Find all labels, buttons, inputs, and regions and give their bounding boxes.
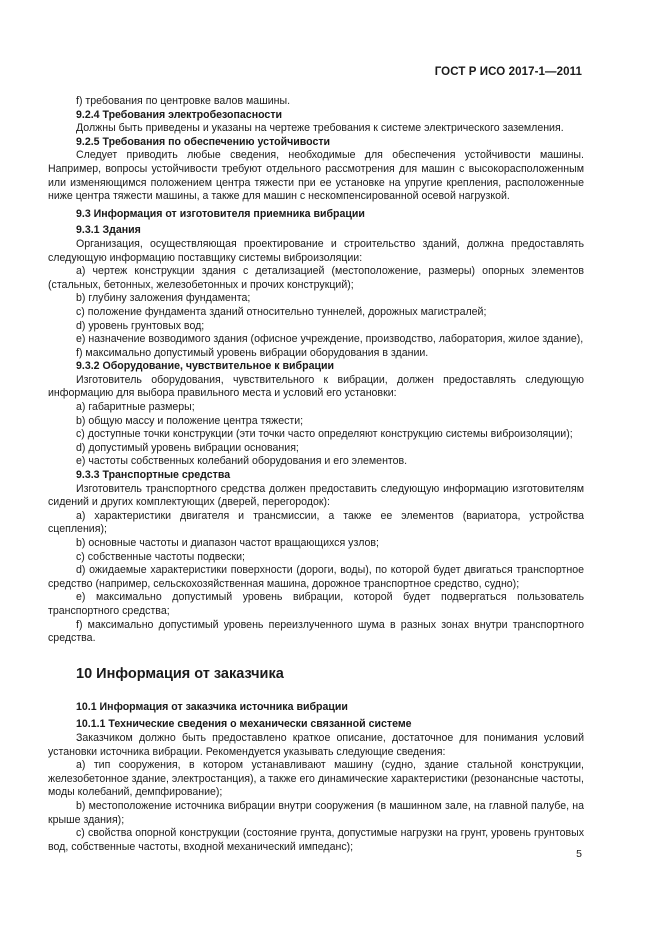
paragraph: Организация, осуществляющая проектирование и строительство зданий, должна предоставлять следующую информацию поставщику системы виброизоляции:	[48, 237, 584, 264]
document-body	[48, 95, 584, 854]
paragraph: a) габаритные размеры;	[76, 401, 195, 414]
paragraph: e) максимально допустимый уровень вибрации, которой будет подвергаться пользователь транспортного средства;	[48, 591, 584, 617]
paragraph: f) максимально допустимый уровень вибрации оборудования в здании.	[76, 346, 429, 359]
paragraph: Изготовитель оборудования, чувствительного к вибрации, должен предоставлять следующую информацию для выбора правильного места и условий его установки:	[48, 373, 584, 400]
section-heading: 9.2.5 Требования по обеспечению устойчивости	[76, 135, 331, 148]
paragraph: c) доступные точки конструкции (эти точки часто определяют конструкцию системы виброизоляции);	[76, 428, 573, 441]
paragraph: b) основные частоты и диапазон частот вращающихся узлов;	[76, 537, 379, 549]
paragraph: c) собственные частоты подвески;	[76, 550, 246, 563]
chapter-heading: 10 Информация от заказчика	[76, 665, 284, 682]
paragraph: b) общую массу и положение центра тяжести;	[76, 414, 304, 427]
paragraph: f) максимально допустимый уровень переизлученного шума в разных зонах внутри транспортного средства.	[48, 618, 584, 645]
page-number: 5	[576, 848, 582, 860]
section-heading: 9.3.3 Транспортные средства	[76, 469, 231, 482]
section-heading: 9.2.4 Требования электробезопасности	[76, 108, 283, 121]
paragraph: Заказчиком должно быть предоставлено краткое описание, достаточное для понимания условий установки источника вибрации. Рекомендуется указывать следующие сведения:	[48, 731, 584, 758]
paragraph: Следует приводить любые сведения, необходимые для обеспечения устойчивости машины. Например, вопросы устойчивости требуют отдельного рассмотрения для машин с высокорасположенным или изменяющимся положением центра тяжести при ее установке на упругие крепления, расположенные ниже центра тяжести машины, а также для машин с нескомпенсированной осевой нагрузкой.	[48, 149, 584, 203]
standard-code-header: ГОСТ Р ИСО 2017-1—2011	[434, 66, 582, 78]
paragraph: c) свойства опорной конструкции (состояние грунта, допустимые нагрузки на грунт, уровень грунтовых вод, собственные частоты, входной механический импеданс);	[48, 827, 584, 853]
paragraph: d) ожидаемые характеристики поверхности (дороги, воды), по которой будет двигаться транспортное средство (например, сельскохозяйственная машина, дорожное транспортное средство, судно);	[48, 564, 584, 590]
section-heading: 9.3 Информация от изготовителя приемника вибрации	[76, 207, 365, 220]
paragraph: Должны быть приведены и указаны на чертеже требования к системе электрического заземления.	[76, 122, 564, 135]
section-heading: 10.1.1 Технические сведения о механически связанной системе	[76, 718, 412, 731]
paragraph: a) характеристики двигателя и трансмиссии, а также ее элементов (вариатора, устройства сцепления);	[48, 509, 584, 536]
paragraph: f) требования по центровке валов машины.	[76, 95, 291, 107]
section-heading: 9.3.1 Здания	[76, 224, 141, 237]
paragraph: b) глубину заложения фундамента;	[76, 292, 251, 305]
section-heading: 9.3.2 Оборудование, чувствительное к вибрации	[76, 360, 335, 373]
paragraph: a) тип сооружения, в котором устанавливают машину (судно, здание стальной конструкции, железобетонное здание, электростанция), а также его динамические характеристики (резонансные частоты, моды колебаний, демпфирование);	[48, 759, 584, 799]
paragraph: d) уровень грунтовых вод;	[76, 319, 205, 332]
paragraph: c) положение фундамента зданий относительно туннелей, дорожных магистралей;	[76, 305, 487, 318]
section-heading: 10.1 Информация от заказчика источника вибрации	[76, 700, 348, 713]
paragraph: b) местоположение источника вибрации внутри сооружения (в машинном зале, на главной палубе, на крыше здания);	[48, 799, 584, 826]
paragraph: e) частоты собственных колебаний оборудования и его элементов.	[76, 455, 408, 468]
paragraph: Изготовитель транспортного средства должен предоставить следующую информацию изготовителям сидений и других комплектующих (дверей, перегородок):	[48, 482, 584, 509]
paragraph: d) допустимый уровень вибрации основания;	[76, 441, 299, 454]
paragraph: a) чертеж конструкции здания с детализацией (местоположение, размеры) опорных элементов (стальных, бетонных, железобетонных и прочих конструкций);	[48, 265, 584, 291]
paragraph: e) назначение возводимого здания (офисное учреждение, производство, лаборатория, жилое здание),	[76, 333, 584, 346]
